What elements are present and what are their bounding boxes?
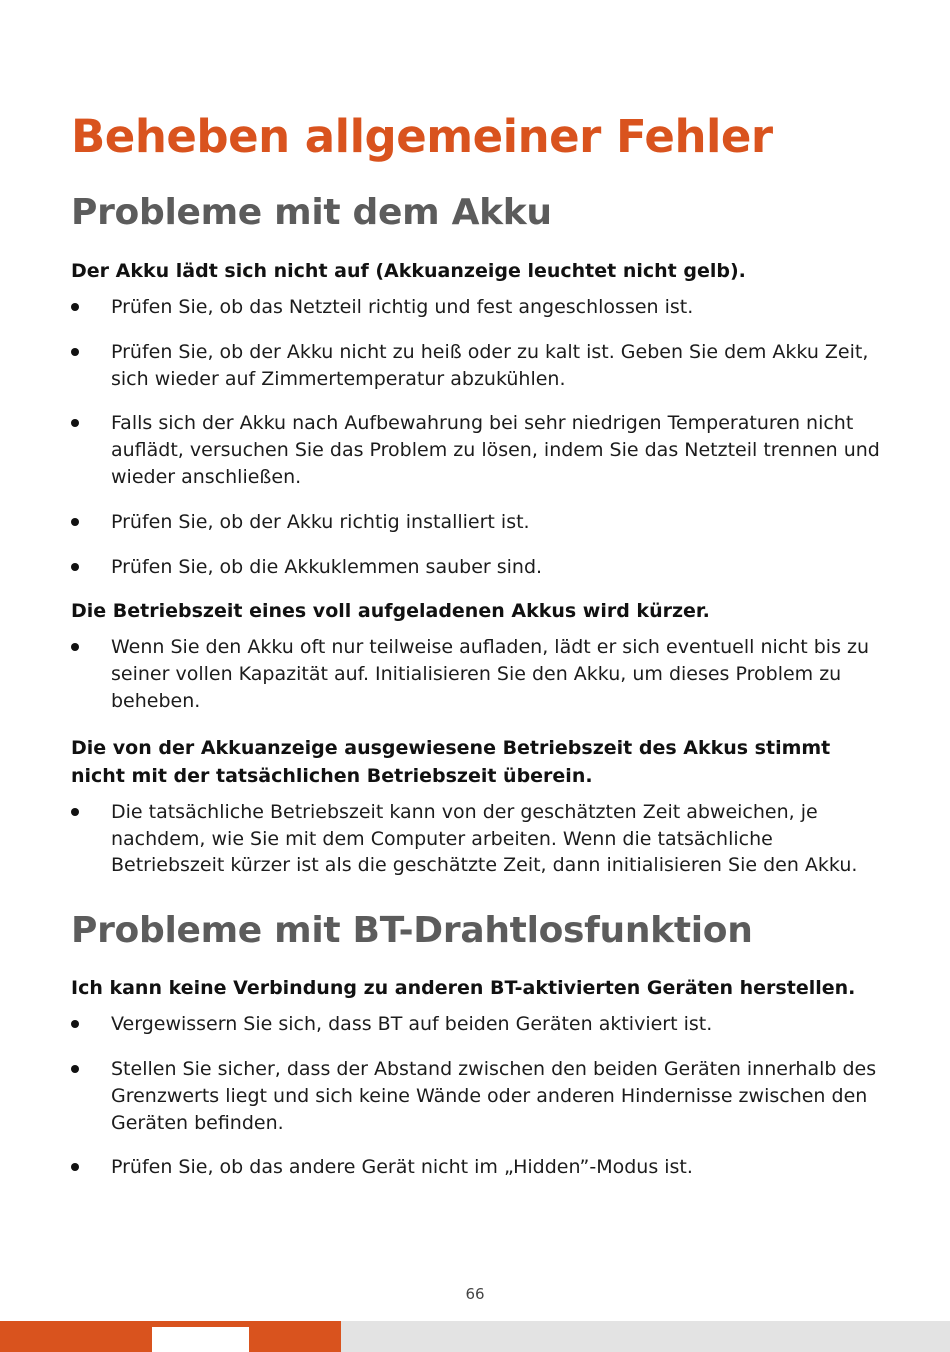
subheading-runtime-mismatch: Die von der Akkuanzeige ausgewiesene Betriebszeit des Akkus stimmt nicht mit der tatsächlichen Betriebszeit überein. bbox=[71, 736, 831, 787]
footer-bar bbox=[0, 1321, 950, 1352]
list-item: Prüfen Sie, ob der Akku nicht zu heiß oder zu kalt ist. Geben Sie dem Akku Zeit, sich wieder auf Zimmertemperatur abzukühlen. bbox=[71, 339, 883, 393]
list-item: Vergewissern Sie sich, dass BT auf beiden Geräten aktiviert ist. bbox=[71, 1011, 883, 1038]
bullet-icon bbox=[71, 1065, 79, 1073]
bullet-icon bbox=[71, 563, 79, 571]
bullet-icon bbox=[71, 643, 79, 651]
list-item: Stellen Sie sicher, dass der Abstand zwischen den beiden Geräten innerhalb des Grenzwerts liegt und sich keine Wände oder anderen Hindernisse zwischen den Geräten befinden. bbox=[71, 1056, 883, 1136]
bullet-list bbox=[71, 634, 883, 714]
bullet-icon bbox=[71, 303, 79, 311]
subheading-battery-not-charging: Der Akku lädt sich nicht auf (Akkuanzeige leuchtet nicht gelb). bbox=[71, 260, 746, 282]
list-item: Die tatsächliche Betriebszeit kann von der geschätzten Zeit abweichen, je nachdem, wie Sie mit dem Computer arbeiten. Wenn die tatsächliche Betriebszeit kürzer ist als die geschätzte Zeit, dann initialisieren Sie den Akku. bbox=[71, 799, 883, 879]
bullet-list bbox=[71, 799, 883, 879]
list-item: Prüfen Sie, ob das andere Gerät nicht im „Hidden”-Modus ist. bbox=[71, 1154, 883, 1181]
list-item: Prüfen Sie, ob die Akkuklemmen sauber sind. bbox=[71, 554, 883, 581]
section-heading-bt: Probleme mit BT-Drahtlosfunktion bbox=[71, 910, 753, 952]
section-heading-battery: Probleme mit dem Akku bbox=[71, 192, 552, 233]
bullet-icon bbox=[71, 808, 79, 816]
bullet-icon bbox=[71, 518, 79, 526]
list-item: Falls sich der Akku nach Aufbewahrung bei sehr niedrigen Temperaturen nicht auflädt, versuchen Sie das Problem zu lösen, indem Sie das Netzteil trennen und wieder anschließen. bbox=[71, 410, 883, 490]
bullet-icon bbox=[71, 1163, 79, 1171]
page-content bbox=[71, 106, 883, 1181]
footer-page-marker bbox=[152, 1327, 249, 1352]
subheading-runtime-shorter: Die Betriebszeit eines voll aufgeladenen Akkus wird kürzer. bbox=[71, 600, 710, 623]
page-title: Beheben allgemeiner Fehler bbox=[71, 110, 773, 163]
bullet-icon bbox=[71, 1020, 79, 1028]
bullet-icon bbox=[71, 348, 79, 356]
bullet-icon bbox=[71, 419, 79, 427]
list-item: Prüfen Sie, ob der Akku richtig installiert ist. bbox=[71, 509, 883, 536]
bullet-list bbox=[71, 294, 883, 580]
list-item: Wenn Sie den Akku oft nur teilweise aufladen, lädt er sich eventuell nicht bis zu seiner vollen Kapazität auf. Initialisieren Sie den Akku, um dieses Problem zu beheben. bbox=[71, 634, 883, 714]
bullet-list bbox=[71, 1011, 883, 1181]
subheading-bt-no-connection: Ich kann keine Verbindung zu anderen BT-aktivierten Geräten herstellen. bbox=[71, 977, 856, 1000]
list-item: Prüfen Sie, ob das Netzteil richtig und fest angeschlossen ist. bbox=[71, 294, 883, 321]
page-number: 66 bbox=[465, 1285, 485, 1303]
